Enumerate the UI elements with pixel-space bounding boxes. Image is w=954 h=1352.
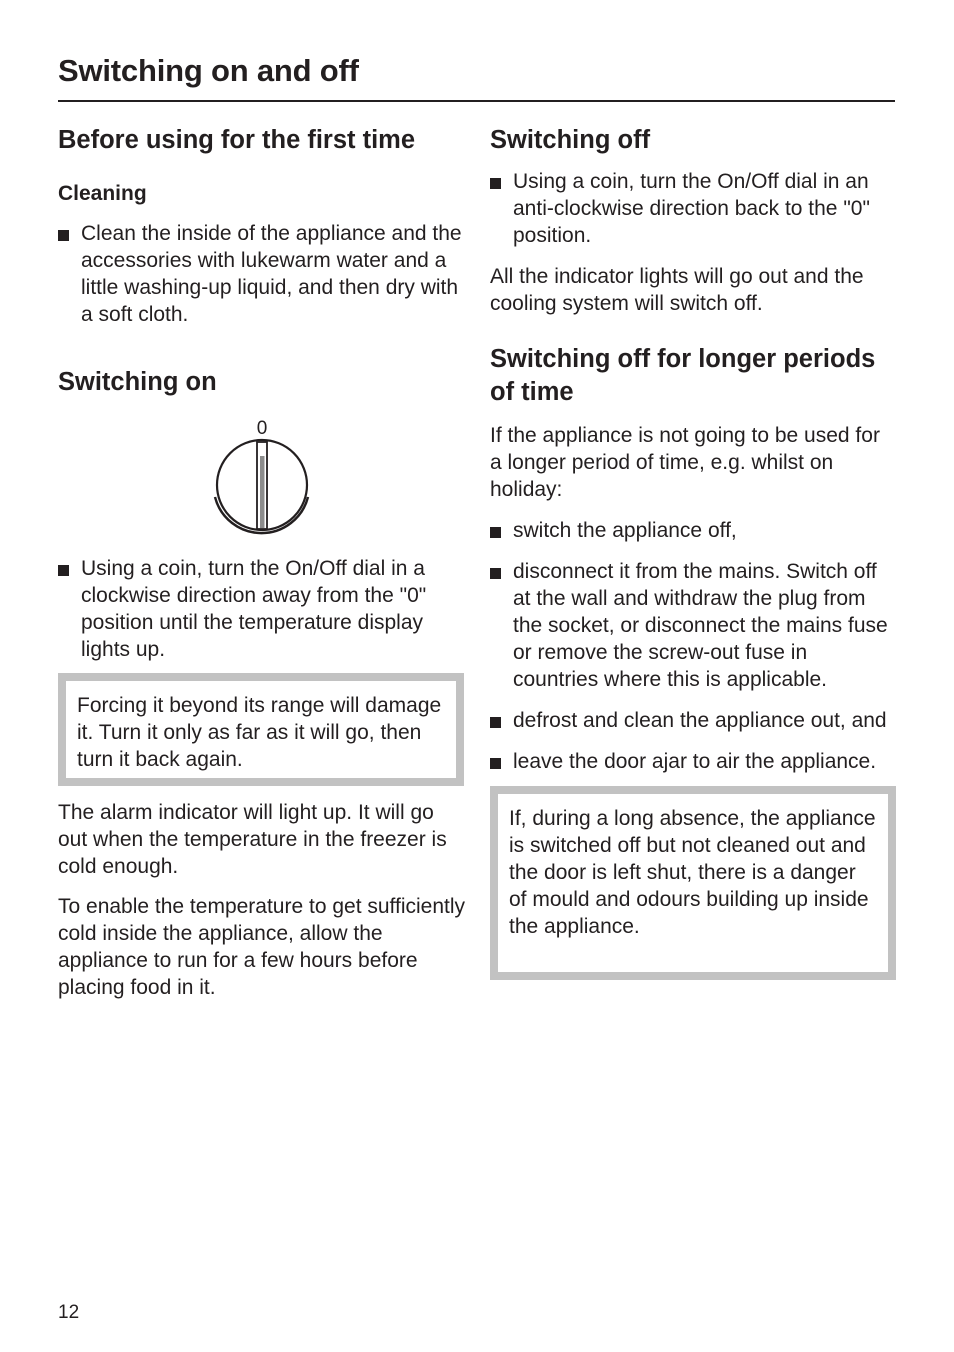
bullet-square-icon <box>490 717 501 728</box>
list-item <box>490 558 896 693</box>
list-item <box>490 517 896 544</box>
run-before-loading-paragraph: To enable the temperature to get sufficiently cold inside the appliance, allow the appliance to run for a few hours before placing food in it. <box>58 895 466 999</box>
alarm-indicator-paragraph: The alarm indicator will light up. It will go out when the temperature in the freezer is cold enough. <box>58 801 447 878</box>
page-number: 12 <box>58 1302 80 1323</box>
before-first-use-heading: Before using for the first time <box>58 126 416 154</box>
bullet-square-icon <box>490 568 501 579</box>
bullet-square-icon <box>58 230 69 241</box>
switching-off-paragraph: All the indicator lights will go out and the cooling system will switch off. <box>490 265 864 315</box>
list-item <box>490 748 896 775</box>
switching-off-heading: Switching off <box>490 126 651 154</box>
left-column <box>58 118 468 1001</box>
dial-zero-label: 0 <box>256 418 268 439</box>
bullet-square-icon <box>490 758 501 769</box>
cleaning-step-text: Clean the inside of the appliance and the accessories with lukewarm water and a little washing-up liquid, and then dry with a soft cloth. <box>81 222 462 326</box>
longer-periods-heading: Switching off for longer periods of time <box>490 345 876 406</box>
switching-on-warning-box <box>58 673 464 786</box>
page-title: Switching on and off <box>58 53 359 88</box>
bullet-square-icon <box>58 565 69 576</box>
switching-on-warning-text: Forcing it beyond its range will damage it. Turn it only as far as it will go, then turn it back again. <box>77 694 442 771</box>
dial-illustration <box>58 417 468 541</box>
switching-on-step-text: Using a coin, turn the On/Off dial in a clockwise direction away from the "0" position until the temperature display lights up. <box>81 557 427 661</box>
longer-periods-step-4: leave the door ajar to air the appliance. <box>513 750 877 773</box>
longer-periods-step-3: defrost and clean the appliance out, and <box>513 709 887 732</box>
cleaning-heading: Cleaning <box>58 182 147 205</box>
switching-on-heading: Switching on <box>58 368 217 396</box>
longer-periods-warning-box <box>490 786 896 980</box>
on-off-dial-icon <box>208 417 318 541</box>
title-divider <box>58 100 895 102</box>
longer-periods-warning-text: If, during a long absence, the appliance is switched off but not cleaned out and the door is left shut, there is a danger of mould and odours building up inside the appliance. <box>509 807 876 938</box>
right-column <box>490 118 896 980</box>
cleaning-step <box>58 220 468 328</box>
switching-on-step <box>58 555 468 663</box>
list-item <box>490 707 896 734</box>
switching-off-step <box>490 168 896 249</box>
longer-periods-step-2: disconnect it from the mains. Switch off at the wall and withdraw the plug from the socket, or disconnect the mains fuse or remove the screw-out fuse in countries where this is applicable. <box>513 560 888 691</box>
longer-periods-step-1: switch the appliance off, <box>513 519 737 542</box>
switching-off-step-text: Using a coin, turn the On/Off dial in an anti-clockwise direction back to the "0" position. <box>513 170 870 247</box>
longer-periods-intro: If the appliance is not going to be used for a longer period of time, e.g. whilst on holiday: <box>490 424 880 501</box>
bullet-square-icon <box>490 527 501 538</box>
bullet-square-icon <box>490 178 501 189</box>
